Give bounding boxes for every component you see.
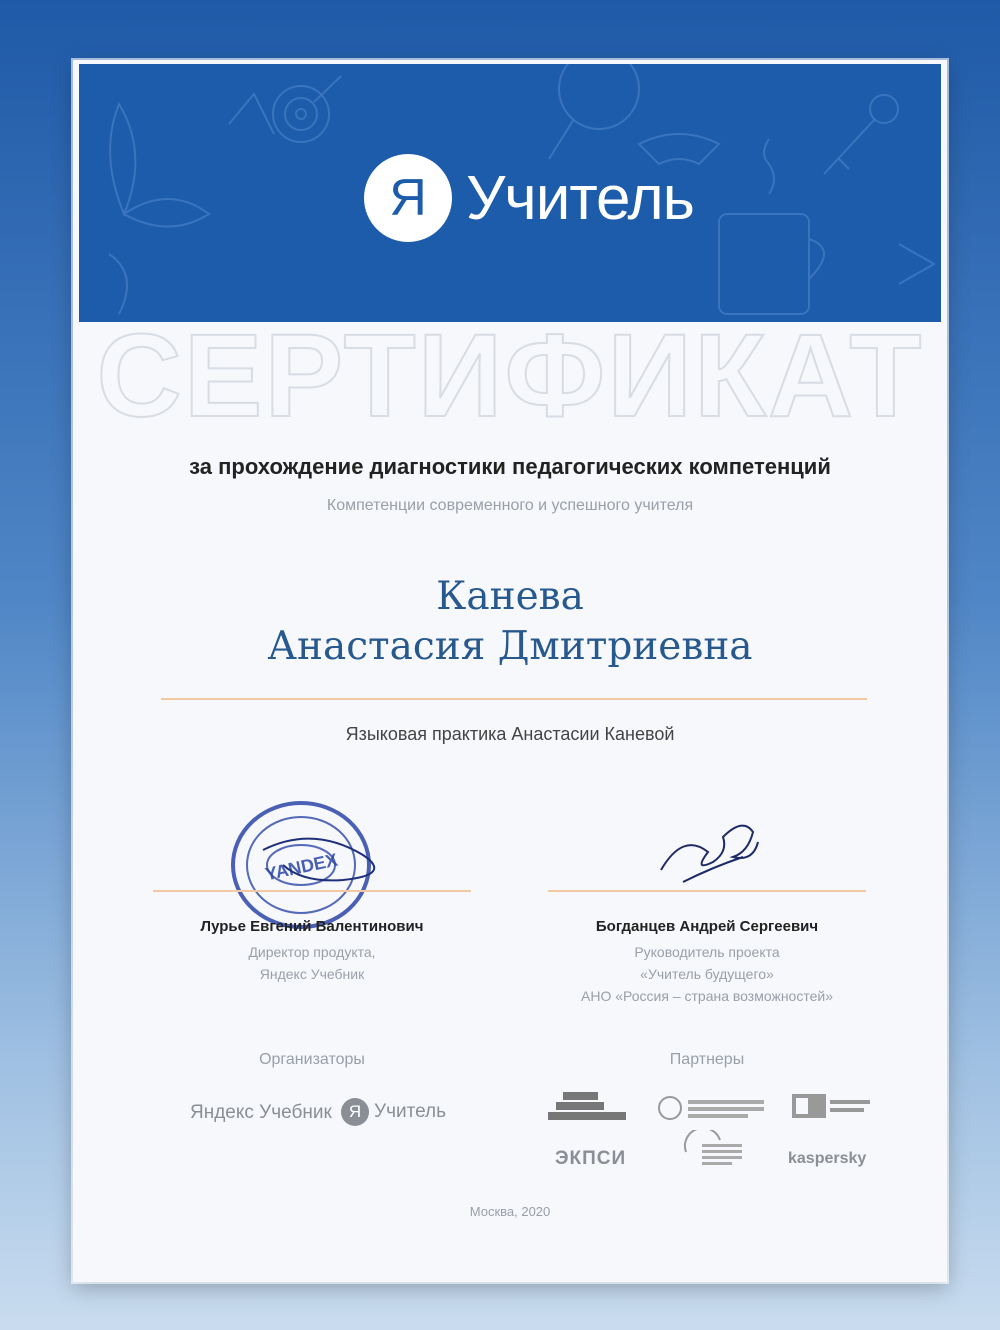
signatory-right	[528, 918, 886, 1007]
watermark-text: СЕРТИФИКАТ	[96, 316, 924, 436]
signature-line-left	[153, 890, 471, 892]
recipient-name	[73, 572, 947, 672]
program-name: Компетенции современного и успешного учителя	[326, 497, 694, 514]
signatory-name: Лурье Евгений Валентинович	[200, 918, 424, 935]
recipient-surname: Канева	[436, 574, 584, 619]
ekpsi-logo: ЭКПСИ	[555, 1148, 627, 1169]
yandex-logo-circle: Я	[364, 154, 452, 242]
signatory-role: Директор продукта, Яндекс Учебник	[248, 944, 376, 982]
teacher-future-logo	[790, 1092, 874, 1122]
russia-opportunities-logo	[548, 1090, 628, 1126]
project-title: Языковая практика Анастасии Каневой	[345, 724, 675, 744]
name-divider	[161, 698, 867, 700]
certificate-sheet	[73, 60, 947, 1282]
signatory-left	[153, 918, 471, 985]
mgpu-logo	[680, 1130, 746, 1176]
signatory-role: Руководитель проекта «Учитель будущего» АНО «Россия – страна возможностей»	[581, 944, 833, 1004]
stamp-text: YANDEX	[263, 849, 340, 885]
signatory-name: Богданцев Андрей Сергеевич	[595, 918, 819, 935]
place-date: Москва, 2020	[469, 1204, 551, 1219]
yandex-uchebnik-logo: Яндекс Учебник	[190, 1102, 332, 1123]
signature-bogdantsev	[653, 812, 773, 892]
certificate-subtitle: за прохождение диагностики педагогических компетенций	[189, 454, 831, 479]
yandex-small-circle-icon: Я	[341, 1098, 369, 1126]
header-banner	[79, 64, 941, 322]
institute-logo	[658, 1094, 768, 1124]
organization-stamp	[223, 795, 403, 935]
certificate-title-watermark	[73, 316, 947, 436]
signature-line-right	[548, 890, 866, 892]
recipient-given-name: Анастасия Дмитриевна	[267, 624, 753, 669]
yandex-teacher-logo	[364, 148, 694, 248]
organizers-label: Организаторы	[259, 1051, 365, 1068]
kaspersky-logo: kaspersky	[788, 1150, 867, 1167]
yandex-uchitel-small-logo: Я Учитель	[341, 1098, 446, 1126]
logo-word: Учитель	[466, 163, 694, 233]
partners-label: Партнеры	[669, 1051, 745, 1068]
